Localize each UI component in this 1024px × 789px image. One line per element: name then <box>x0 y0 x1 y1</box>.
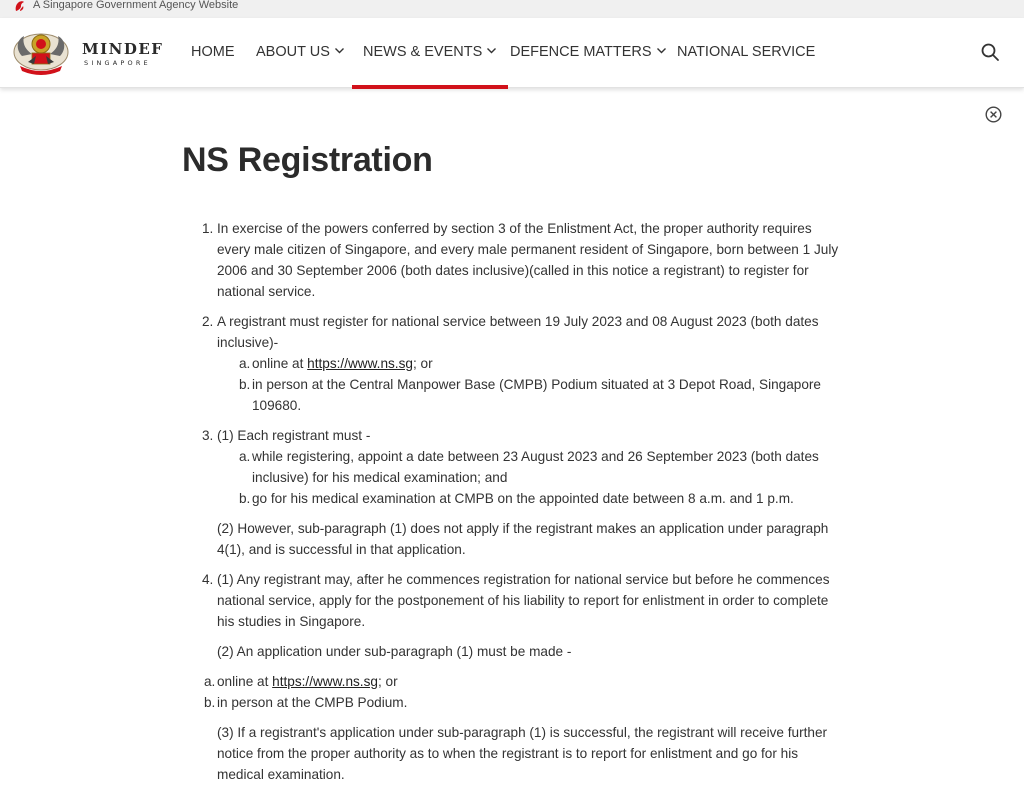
list-item <box>182 671 842 692</box>
sub-list <box>217 446 842 509</box>
nav-about-us-label: ABOUT US <box>256 44 330 60</box>
sub-list <box>217 353 842 416</box>
paragraph-text: A registrant must register for national service between 19 July 2023 and 08 August 2023 (both dates inclusive)- <box>217 314 819 350</box>
logo-brand-text: MINDEF <box>82 40 164 58</box>
masthead-text: A Singapore Government Agency Website <box>33 0 239 11</box>
crest-icon <box>12 26 70 78</box>
chevron-down-icon <box>334 45 345 56</box>
list-item <box>182 692 842 713</box>
list-letter: a. <box>239 449 251 464</box>
nav-news-events-label: NEWS & EVENTS <box>363 44 483 60</box>
list-letter: b. <box>204 695 216 710</box>
list-letter: a. <box>204 674 216 689</box>
chevron-down-icon <box>486 45 497 56</box>
nav-about-us[interactable] <box>256 18 345 88</box>
list-letter: b. <box>239 491 251 506</box>
lion-head-icon <box>14 0 26 12</box>
sub-paragraph: (2) An application under sub-paragraph (1) must be made - <box>217 644 572 659</box>
paragraph-number: 3. <box>202 428 214 443</box>
page-title: NS Registration <box>182 141 433 179</box>
ns-website-link[interactable]: https://www.ns.sg <box>272 674 378 689</box>
nav-news-events[interactable] <box>363 18 497 88</box>
sub-paragraph: (3) If a registrant's application under sub-paragraph (1) is successful, the registrant will receive further notice from the proper authority as to when the registrant is to report for enlistment and go for his medical examination. <box>217 725 828 782</box>
nav-defence-matters[interactable] <box>510 18 667 88</box>
list-item <box>217 353 842 374</box>
paragraph-2 <box>182 311 842 416</box>
list-text-suffix: ; or <box>377 674 398 689</box>
nav-national-service[interactable] <box>677 18 815 88</box>
nav-defence-matters-label: DEFENCE MATTERS <box>510 44 652 60</box>
nav-home[interactable] <box>191 18 235 88</box>
list-text-prefix: online at <box>252 356 308 371</box>
paragraph-number: 1. <box>202 221 214 236</box>
paragraph-3 <box>182 425 842 509</box>
paragraph-1 <box>182 218 842 302</box>
sub-list <box>182 671 842 713</box>
mindef-logo[interactable] <box>12 26 164 78</box>
list-text-suffix: ; or <box>412 356 433 371</box>
ns-website-link[interactable]: https://www.ns.sg <box>307 356 413 371</box>
sub-paragraph: (2) However, sub-paragraph (1) does not apply if the registrant makes an application under paragraph 4(1), and is successful in that application. <box>217 521 829 557</box>
list-text: in person at the CMPB Podium. <box>217 695 408 710</box>
close-circle-icon[interactable] <box>985 106 1002 123</box>
paragraph-text: (1) Each registrant must - <box>217 428 371 443</box>
list-item <box>217 374 842 416</box>
paragraph-text: In exercise of the powers conferred by section 3 of the Enlistment Act, the proper authority requires every male citizen of Singapore, and every male permanent resident of Singapore, born between 1 July 2006 and 30 September 2006 (both dates inclusive)(called in this notice a registrant) to register for national service. <box>217 221 839 299</box>
paragraph-number: 4. <box>202 572 214 587</box>
list-letter: b. <box>239 377 251 392</box>
paragraph-number: 2. <box>202 314 214 329</box>
list-item <box>217 446 842 488</box>
article-body <box>182 218 842 789</box>
list-text-prefix: online at <box>217 674 273 689</box>
paragraph-text: (1) Any registrant may, after he commences registration for national service but before he commences national service, apply for the postponement of his liability to report for enlistment in order to complete his studies in Singapore. <box>217 572 830 629</box>
list-text: in person at the Central Manpower Base (CMPB) Podium situated at 3 Depot Road, Singapore 109680. <box>252 377 821 413</box>
gov-masthead <box>0 0 1024 18</box>
nav-home-label: HOME <box>191 44 235 60</box>
page-header <box>182 140 842 180</box>
list-text: while registering, appoint a date between 23 August 2023 and 26 September 2023 (both dates inclusive) for his medical examination; and <box>252 449 819 485</box>
logo-sub-text: SINGAPORE <box>84 59 151 67</box>
list-text: go for his medical examination at CMPB on the appointed date between 8 a.m. and 1 p.m. <box>252 491 794 506</box>
list-letter: a. <box>239 356 251 371</box>
chevron-down-icon <box>656 45 667 56</box>
paragraph-4 <box>182 569 842 632</box>
list-item <box>217 488 842 509</box>
nav-national-service-label: NATIONAL SERVICE <box>677 44 816 60</box>
search-icon[interactable] <box>980 42 1000 62</box>
site-header <box>0 18 1024 88</box>
